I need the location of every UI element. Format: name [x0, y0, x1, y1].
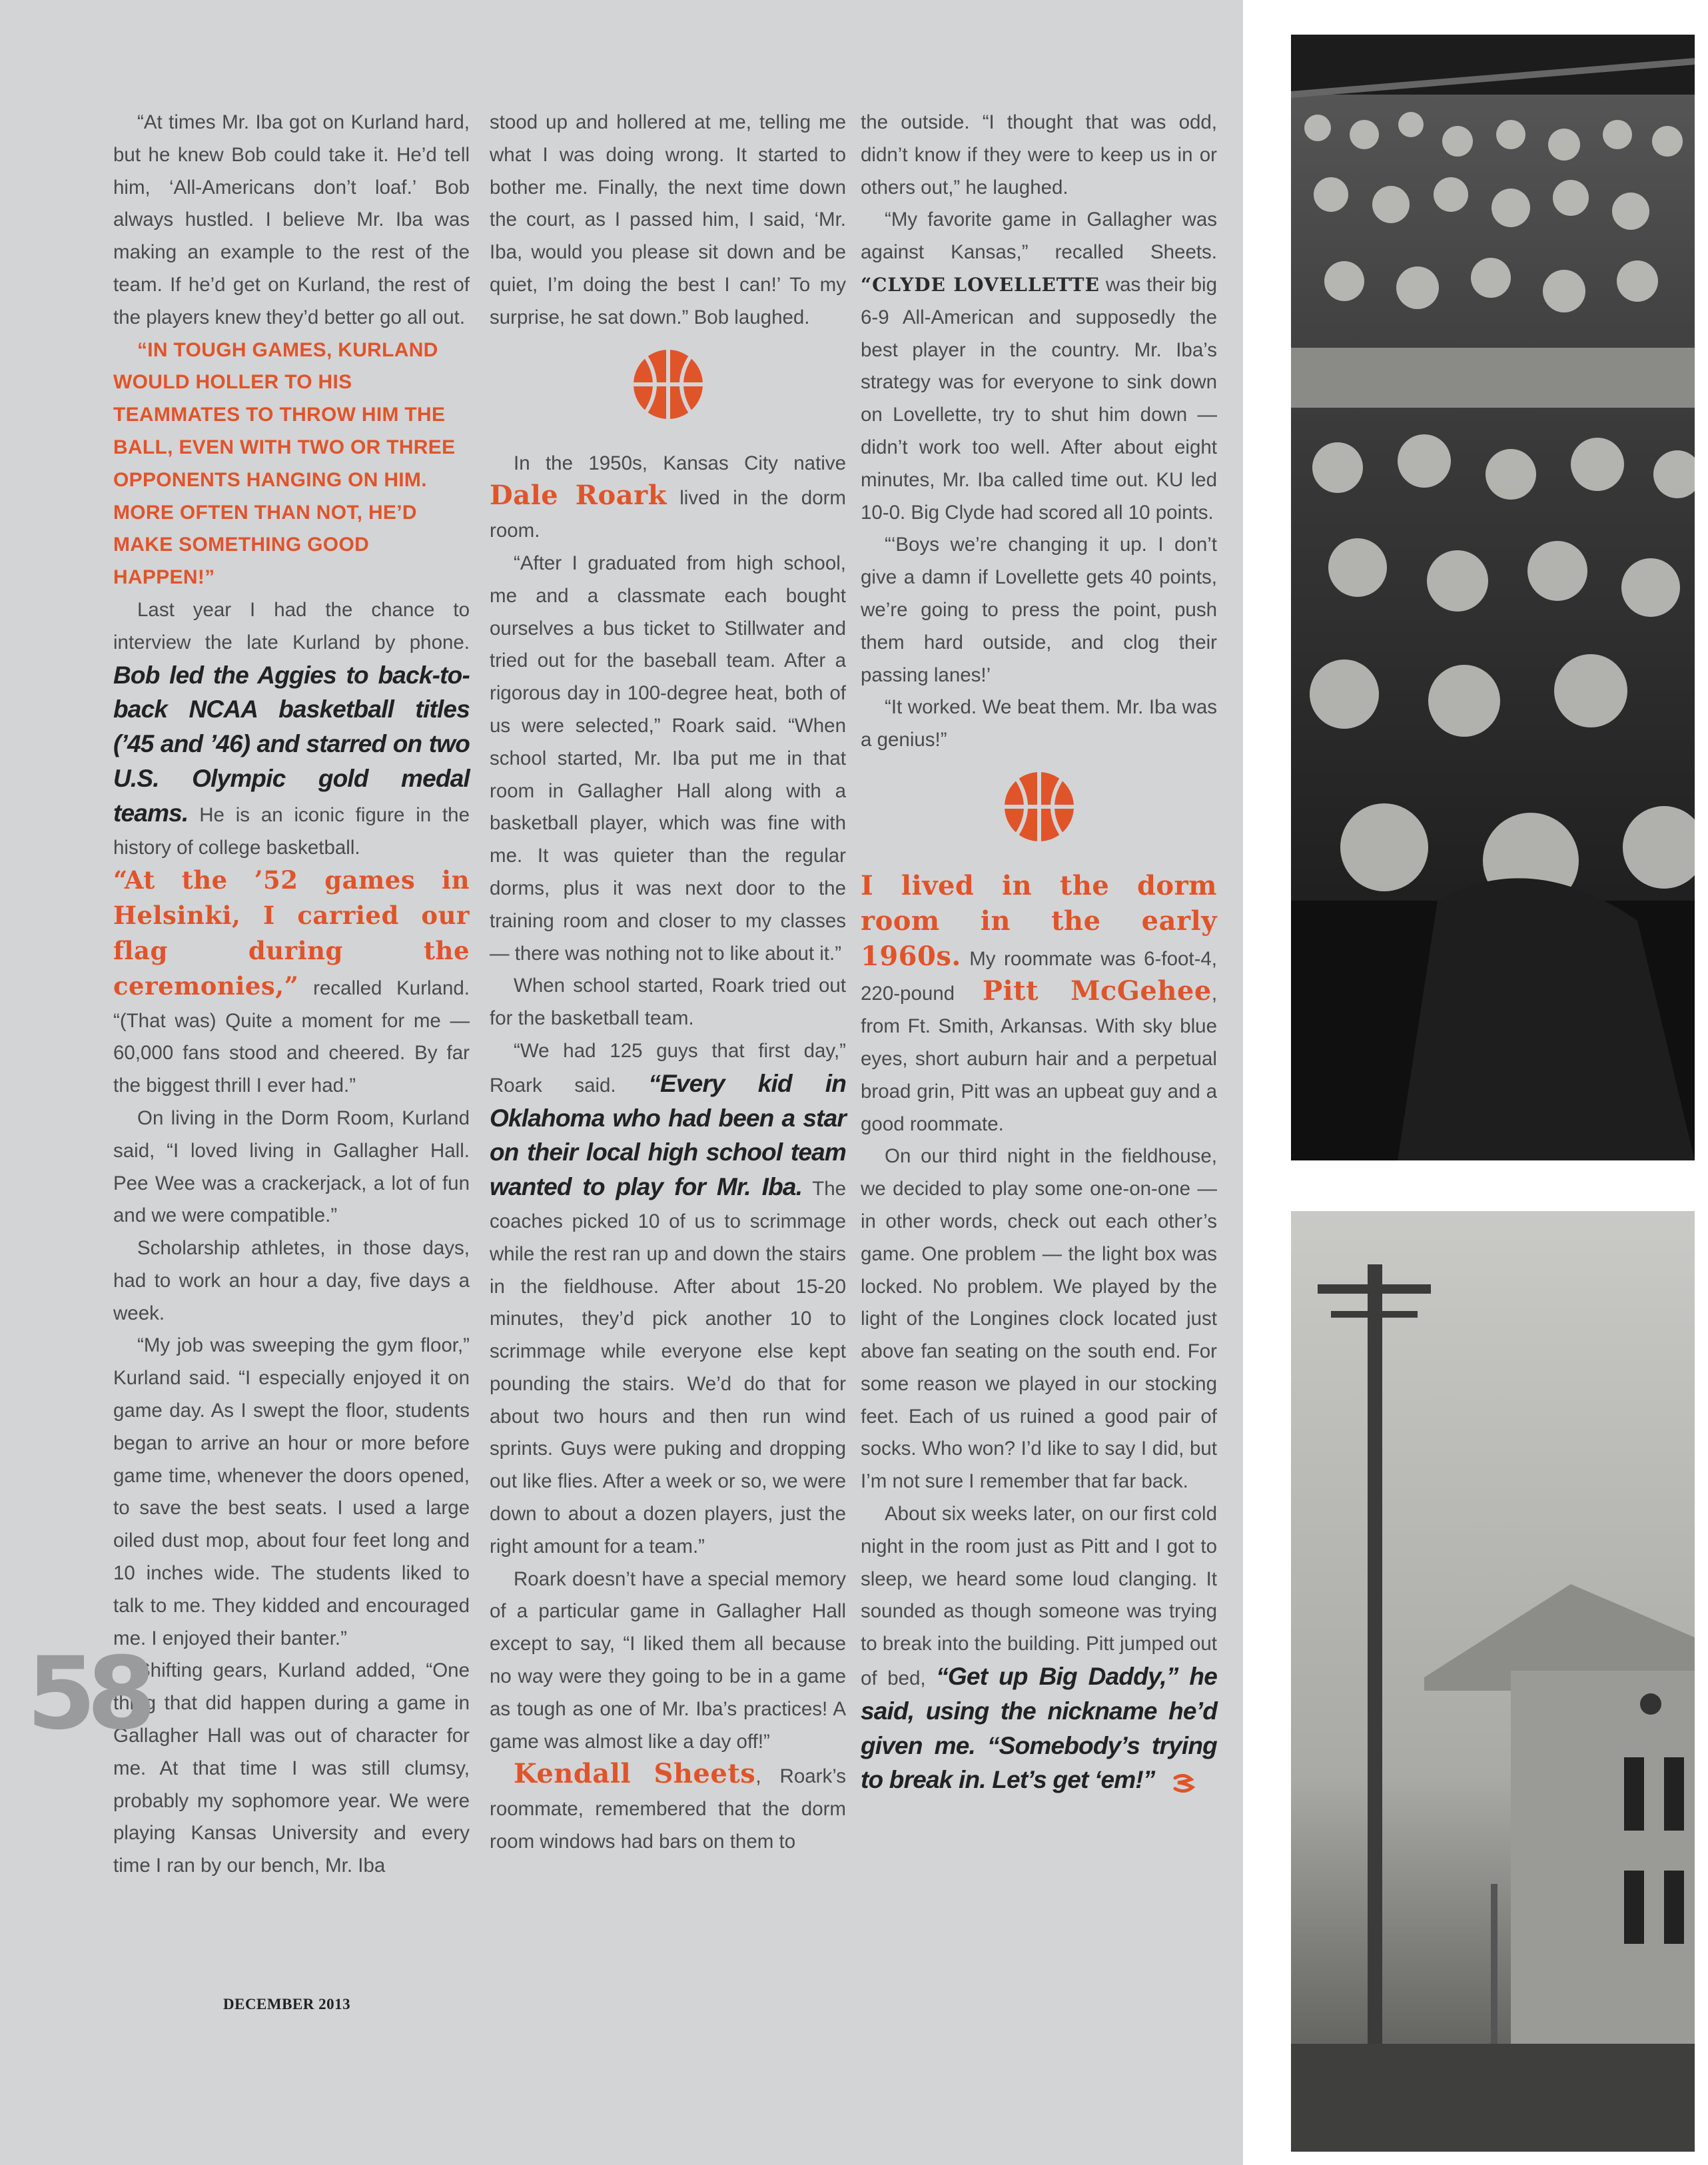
paragraph: stood up and hollered at me, telling me what I was doing wrong. It started to bother me. Finally, the next time down the court, as I passed him, I said, ‘Mr. Iba, would you please sit down and be quiet, I’m doing the best I can!’ To my surprise, he sat down.” Bob laughed.: [490, 111, 846, 328]
column-2: [490, 107, 846, 1859]
paragraph-text: Last year I had the chance to interview the late Kurland by phone.: [113, 598, 470, 653]
paragraph-text: He is an iconic figure in the history of college basketball.: [113, 803, 470, 859]
issue-date: DECEMBER 2013: [223, 1996, 351, 2012]
section-lead: I lived in the dorm room in the early 1960s.: [861, 869, 1217, 972]
paragraph: “It worked. We beat them. Mr. Iba was a genius!”: [861, 696, 1217, 751]
basketball-icon: [1003, 770, 1076, 843]
paragraph: the outside. “I thought that was odd, didn’t know if they were to keep us in or others out,” he laughed.: [861, 111, 1217, 199]
paragraph-text: About six weeks later, on our first cold night in the room just as Pitt and I got to sleep, we heard some loud clanging. It sounded as though someone was trying to break into the building. Pitt jumped out of bed,: [861, 1503, 1217, 1690]
paragraph-text: was their big 6-9 All-American and supposedly the best player in the country. Mr. Iba’s strategy was for everyone to sink down on Lovellette, try to shut him down —didn’t work too well. After about eight minutes, Mr. Iba called time out. KU led 10-0. Big Clyde had scored all 10 points.: [861, 273, 1218, 524]
name-highlight: Dale Roark: [490, 480, 667, 512]
paragraph: [861, 870, 1217, 1140]
paragraph: “My job was sweeping the gym floor,” Kurland said. “I especially enjoyed it on game day. As I swept the floor, students began to arrive an hour or more before game time, whenever the doors opened, to save the best seats. I used a large oiled dust mop, about four feet long and 10 inches wide. The students liked to talk to me. They kidded and encouraged me. I enjoyed their banter.”: [113, 1334, 470, 1649]
highlight-text: “Get up Big Daddy,” he said, using the nickname he’d given me. “Somebody’s trying to break in. Let’s get ‘em!”: [861, 1663, 1218, 1794]
crowd-photo: [1291, 35, 1695, 1160]
paragraph-text: My roommate was 6-foot-4, 220-pound: [861, 947, 1217, 1005]
highlight-text: “Every kid in Oklahoma who had been a star on their local high school team wanted to play for Mr. Iba.: [490, 1069, 847, 1201]
building-photo: [1291, 1211, 1695, 2152]
highlight-quote: “At the ’52 games in Helsinki, I carried our flag during the ceremonies,”: [113, 865, 470, 1001]
column-1: [113, 107, 470, 1883]
paragraph: On our third night in the fieldhouse, we decided to play some one-on-one — in other words, check out each other’s game. One problem — the light box was locked. No problem. We played by the light of the Longines clock located just above fan seating on the south end. For some reason we played in our stocking feet. Each of us ruined a good pair of socks. Who won? I’d like to say I did, but I’m not sure I remember that far back.: [861, 1145, 1217, 1493]
highlight-text: Bob led the Aggies to back-to-back NCAA basketball titles (’45 and ’46) and starred on two U.S. Olympic gold medal teams.: [113, 661, 470, 827]
paragraph: “After I graduated from high school, me and a classmate each bought ourselves a bus ticket to Stillwater and tried out for the baseball team. After a rigorous day in 100-degree heat, both of us were selected,” Roark said. “When school started, Mr. Iba put me in that room in Gallagher Hall along with a basketball player, which was fine with me. It was quieter than the regular dorms, plus it was next door to the training room and closer to my classes — there was nothing not to like about it.”: [490, 552, 846, 965]
crowd-photo-graphic: [1291, 35, 1695, 1160]
column-3: [861, 107, 1217, 1799]
paragraph: [861, 204, 1217, 529]
paragraph-text: , Roark’s roommate, remembered that the dorm room windows had bars on them to: [490, 1765, 846, 1853]
paragraph: On living in the Dorm Room, Kurland said, “I loved living in Gallagher Hall. Pee Wee was a crackerjack, a lot of fun and we were compatible.”: [113, 1106, 470, 1227]
end-mark-icon: [1172, 1774, 1195, 1793]
paragraph-text: recalled Kurland. “(That was) Quite a moment for me — 60,000 fans stood and cheered. By far the biggest thrill I ever had.”: [113, 977, 470, 1097]
paragraph-text: “We had 125 guys that first day,” Roark said.: [490, 1039, 846, 1096]
paragraph: When school started, Roark tried out for the basketball team.: [490, 975, 846, 1030]
paragraph-text: lived in the dorm room.: [490, 487, 846, 542]
paragraph: [490, 1035, 846, 1563]
paragraph: “‘Boys we’re changing it up. I don’t give a damn if Lovellette gets 40 points, we’re going to press the point, push them hard outside, and clog their passing lanes!’: [861, 534, 1217, 686]
paragraph: “At times Mr. Iba got on Kurland hard, but he knew Bob could take it. He’d tell him, ‘All-Americans don’t loaf.’ Bob always hustled. I believe Mr. Iba was making an example to the rest of the team. If he’d get on Kurland, the rest of the players knew they’d better go all out.: [113, 111, 470, 328]
paragraph: Scholarship athletes, in those days, had to work an hour a day, five days a week.: [113, 1237, 470, 1324]
name-highlight: “CLYDE LOVELLETTE: [861, 273, 1100, 296]
building-photo-graphic: [1291, 1211, 1695, 2152]
paragraph: [113, 864, 470, 1102]
name-highlight: Kendall Sheets: [514, 1758, 756, 1790]
paragraph: [861, 1498, 1217, 1799]
paragraph: [113, 594, 470, 864]
paragraph-text: In the 1950s, Kansas City native: [514, 452, 846, 474]
paragraph-text: The coaches picked 10 of us to scrimmage while the rest ran up and down the stairs in the fieldhouse. After about 15-20 minutes, they’d pick another 10 to scrimmage while everyone else kept pounding the stairs. We’d do that for about two hours and then run wind sprints. Guys were puking and dropping out like flies. After a week or so, we were down to about a dozen players, just the right amount for a team.”: [490, 1178, 847, 1557]
name-highlight: Pitt McGehee: [982, 975, 1212, 1007]
paragraph-text: “My favorite game in Gallagher was against Kansas,” recalled Sheets.: [861, 209, 1217, 264]
basketball-icon: [632, 348, 705, 421]
paragraph-text: , from Ft. Smith, Arkansas. With sky blue eyes, short auburn hair and a perpetual broad grin, Pitt was an upbeat guy and a good roommate.: [861, 983, 1218, 1135]
paragraph: Shifting gears, Kurland added, “One thing that did happen during a game in Gallagher Hall was out of character for me. At that time I was still clumsy, probably my sophomore year. We were playing Kansas University and every time I ran by our bench, Mr. Iba: [113, 1659, 470, 1877]
pull-quote: “IN TOUGH GAMES, KURLAND WOULD HOLLER TO HIS TEAMMATES TO THROW HIM THE BALL, EVEN WITH TWO OR THREE OPPONENTS HANGING ON HIM. MORE OFTEN THAN NOT, HE’D MAKE SOMETHING GOOD HAPPEN!”: [113, 338, 456, 589]
paragraph: [490, 1758, 846, 1858]
page-number: 58: [27, 1636, 147, 1752]
paragraph: [490, 448, 846, 548]
paragraph: Roark doesn’t have a special memory of a particular game in Gallagher Hall except to say, “I liked them all because no way were they going to be in a game as tough as one of Mr. Iba’s practices! A game was almost like a day off!”: [490, 1567, 846, 1753]
